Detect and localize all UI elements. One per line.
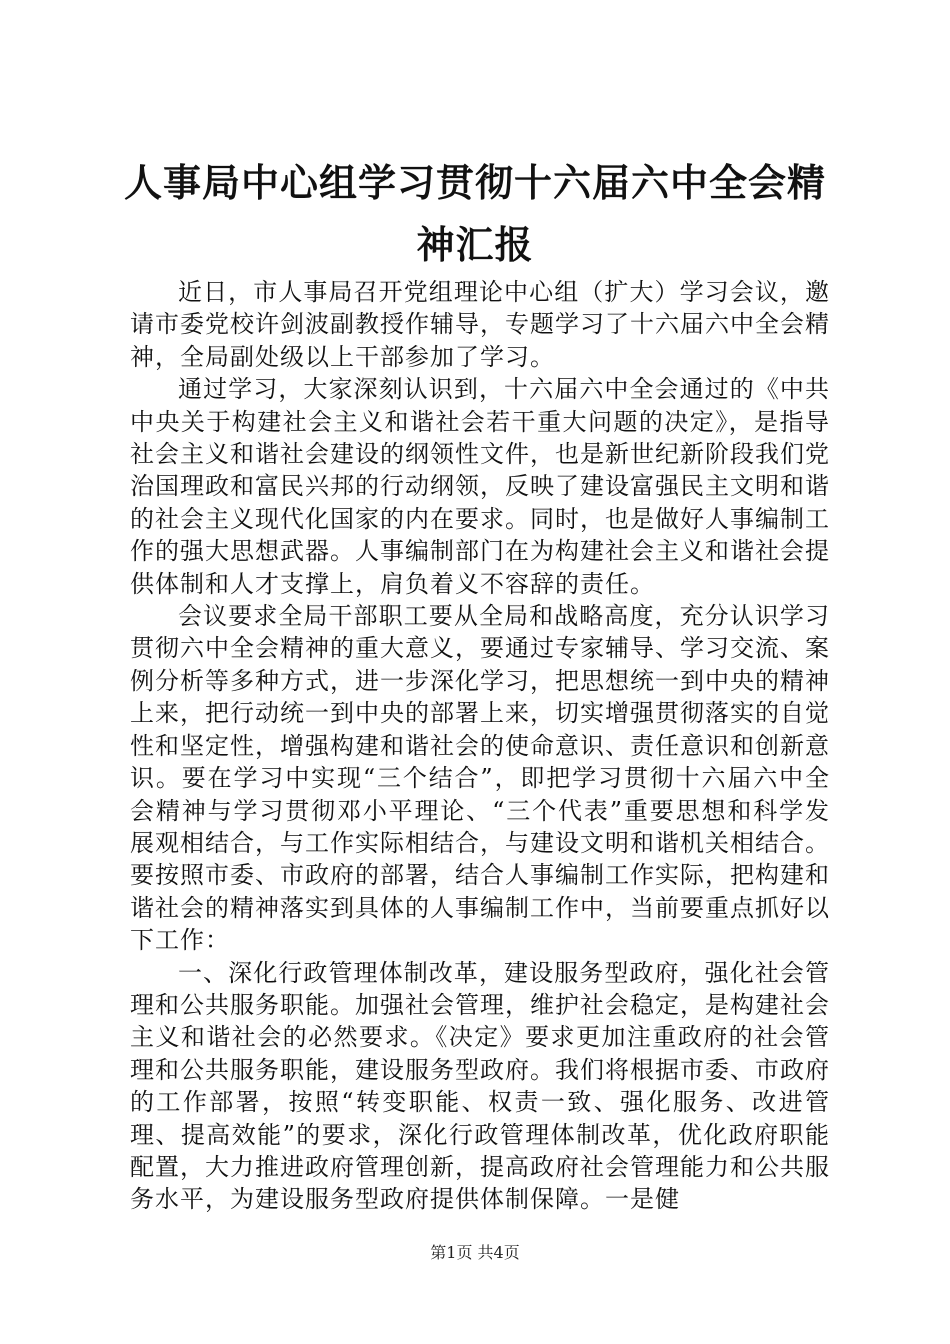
page-footer: 第1页 共4页 (430, 1243, 520, 1262)
paragraph: 近日，市人事局召开党组理论中心组（扩大）学习会议，邀请市委党校许剑波副教授作辅导，专题学习了十六届六中全会精神，全局副处级以上干部参加了学习。 (130, 278, 830, 371)
paragraph: 通过学习，大家深刻认识到，十六届六中全会通过的《中共中央关于构建社会主义和谐社会若干重大问题的决定》，是指导社会主义和谐社会建设的纲领性文件，也是新世纪新阶段我们党治国理政和富民兴邦的行动纲领，反映了建设富强民主文明和谐的社会主义现代化国家的内在要求。同时，也是做好人事编制工作的强大思想武器。人事编制部门在为构建社会主义和谐社会提供体制和人才支撑上，肩负着义不容辞的责任。 (130, 375, 830, 598)
document-body (130, 276, 830, 1216)
paragraph: 会议要求全局干部职工要从全局和战略高度，充分认识学习贯彻六中全会精神的重大意义，要通过专家辅导、学习交流、案例分析等多种方式，进一步深化学习，把思想统一到中央的精神上来，把行动统一到中央的部署上来，切实增强贯彻落实的自觉性和坚定性，增强构建和谐社会的使命意识、责任意识和创新意识。要在学习中实现“三个结合”，即把学习贯彻十六届六中全会精神与学习贯彻邓小平理论、“三个代表”重要思想和科学发展观相结合，与工作实际相结合，与建设文明和谐机关相结合。要按照市委、市政府的部署，结合人事编制工作实际，把构建和谐社会的精神落实到具体的人事编制工作中，当前要重点抓好以下工作： (130, 602, 830, 955)
paragraph: 一、深化行政管理体制改革，建设服务型政府，强化社会管理和公共服务职能。加强社会管理，维护社会稳定，是构建社会主义和谐社会的必然要求。《决定》要求更加注重政府的社会管理和公共服务职能，建设服务型政府。我们将根据市委、市政府的工作部署，按照“转变职能、权责一致、强化服务、改进管理、提高效能”的要求，深化行政管理体制改革，优化政府职能配置，大力推进政府管理创新，提高政府社会管理能力和公共服务水平，为建设服务型政府提供体制保障。一是健 (130, 958, 830, 1214)
document-title: 人事局中心组学习贯彻十六届六中全会精神汇报 (123, 160, 826, 267)
